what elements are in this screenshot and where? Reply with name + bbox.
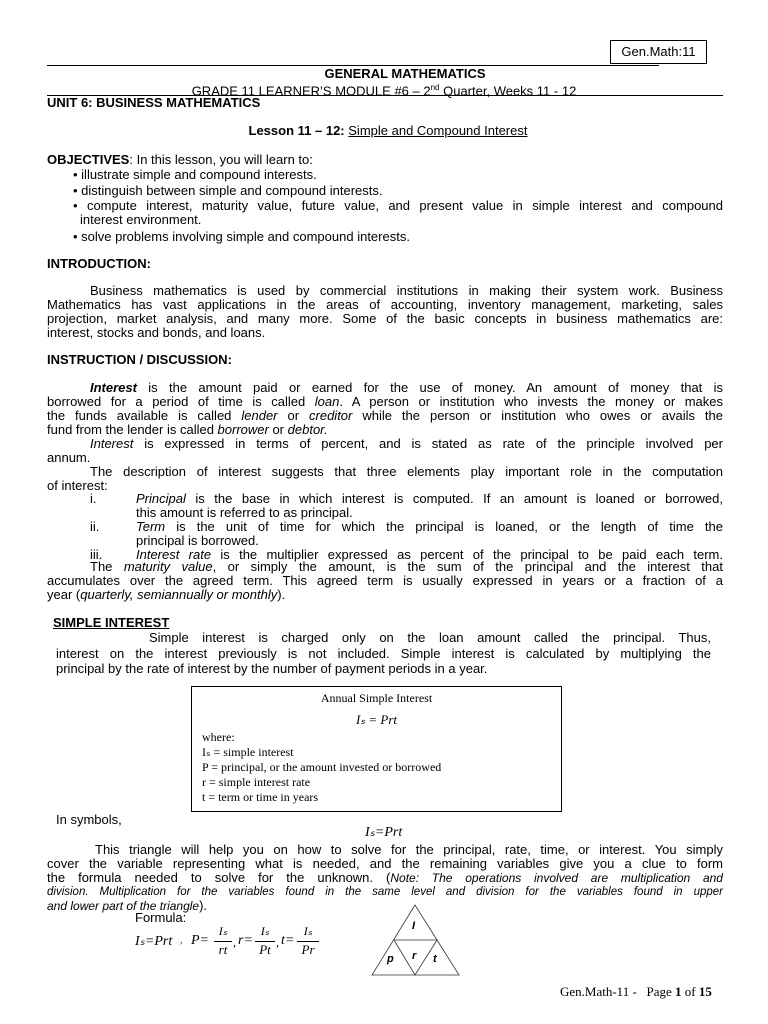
triangle-label-time: t	[433, 953, 437, 965]
formula-separator: ,	[180, 935, 183, 945]
term-lender: lender	[241, 408, 278, 423]
simple-interest-heading: SIMPLE INTEREST	[53, 615, 170, 630]
triangle-label-principal: p	[387, 953, 394, 965]
unit-title: UNIT 6: BUSINESS MATHEMATICS	[47, 95, 261, 110]
lesson-title	[0, 124, 768, 138]
para-line: Simple interest is charged only on the loan amount called the principal. Thus,	[149, 630, 711, 645]
formula-rearrangements	[135, 924, 335, 961]
term-interest-2: Interest	[90, 436, 134, 451]
para-line: The maturity value, or simply the amount, is the sum of the principal and the interest that	[90, 559, 723, 574]
module-code-badge: Gen.Math:11	[610, 40, 707, 64]
para-line: the formula needed to solve for the unknown. (Note: The operations involved are multiplication and	[47, 870, 723, 885]
list-item: iii. Interest rate is the multiplier expressed as percent of the principal to be paid each term.	[90, 547, 723, 562]
para-line: year (quarterly, semiannually or monthly).	[47, 587, 286, 602]
objectives-intro-text: : In this lesson, you will learn to:	[129, 152, 313, 167]
in-symbols-label: In symbols,	[56, 812, 122, 827]
term-maturity-value: maturity value	[123, 559, 213, 574]
formula-label: Formula:	[135, 910, 187, 925]
page-total: 15	[698, 984, 712, 999]
box-def: r = simple interest rate	[202, 775, 311, 789]
objective-item: • compute interest, maturity value, future value, and present value in simple interest and compound	[73, 198, 723, 213]
module-text-post: Quarter, Weeks 11 - 12	[439, 83, 577, 99]
subject-title: GENERAL MATHEMATICS	[324, 66, 486, 81]
para-line: annum.	[47, 450, 91, 465]
intro-line: Business mathematics is used by commercial institutions in making their system work. Business	[90, 283, 723, 298]
annual-simple-interest-box	[191, 686, 562, 812]
lesson-label: Lesson 11 – 12:	[248, 123, 345, 138]
term-borrower: borrower	[217, 422, 269, 437]
para-line: and lower part of the triangle).	[47, 898, 208, 913]
para-line: division. Multiplication for the variables found in the same level and division for the variables found in upper	[47, 886, 723, 898]
maturity-value-paragraph	[47, 560, 723, 602]
objectives-label: OBJECTIVES	[47, 152, 130, 167]
page-number: 1	[675, 984, 682, 999]
page-footer	[560, 985, 712, 999]
term-interest: Interest	[90, 380, 137, 395]
triangle-label-interest: I	[412, 920, 416, 932]
formula-numerator: Iₛ	[260, 924, 270, 938]
formula-r: r=	[238, 933, 253, 948]
symbols-formula: Iₛ=Prt	[365, 825, 403, 840]
simple-interest-paragraph	[56, 630, 711, 677]
term-creditor: creditor	[309, 408, 353, 423]
intro-line: projection, market analysis, and many more. Some of the basic concepts in business mathematics are:	[47, 311, 723, 326]
para-line: This triangle will help you on how to solve for the principal, rate, time, or interest. You simply	[95, 842, 723, 857]
formula-denominator: Pt	[259, 942, 271, 957]
para-line: of interest:	[47, 478, 108, 493]
list-item: i. Principal is the base in which interest is computed. If an amount is loaned or borrowed,	[90, 491, 723, 506]
module-sup: nd	[430, 83, 440, 92]
box-def: P = principal, or the amount invested or borrowed	[202, 760, 442, 774]
formula-is: Iₛ=Prt	[135, 934, 173, 949]
formula-p: P=	[191, 933, 209, 948]
para-line: borrowed for a period of time is called loan. A person or institution who invests the money or makes	[47, 394, 723, 409]
formula-denominator: rt	[218, 942, 228, 957]
objective-item: • illustrate simple and compound interests.	[73, 167, 317, 182]
para-line: accumulates over the agreed term. This agreed term is usually expressed in years or a fraction of a	[47, 573, 723, 588]
term-debtor: debtor.	[287, 422, 328, 437]
introduction-paragraph	[47, 284, 723, 340]
list-item: ii. Term is the unit of time for which the principal is loaned, or the length of time the	[90, 519, 723, 534]
formula-separator: ,	[276, 935, 279, 949]
box-def: Iₛ = simple interest	[202, 745, 294, 759]
box-formula: Iₛ = Prt	[355, 712, 398, 727]
term-loan: loan	[314, 394, 340, 409]
list-item-cont: this amount is referred to as principal.	[136, 505, 353, 520]
objective-item-cont: interest environment.	[80, 212, 202, 227]
triangle-label-rate: r	[412, 950, 417, 962]
para-line: cover the variable representing what is needed, and the remaining variables give you a clue to form	[47, 856, 723, 871]
elements-list	[47, 492, 723, 562]
box-title: Annual Simple Interest	[320, 691, 433, 705]
para-line: interest on the interest previously is not included. Simple interest is calculated by multiplying the	[56, 645, 711, 661]
interest-definition-paragraph	[47, 381, 723, 493]
lesson-name: Simple and Compound Interest	[348, 123, 528, 138]
intro-line: Mathematics has vast applications in the areas of accounting, inventory management, marketing, sales	[47, 297, 723, 312]
para-line: the funds available is called lender or creditor while the person or institution who owes or avails the	[47, 408, 724, 423]
module-text: GRADE 11 LEARNER’S MODULE #6 – 2	[191, 83, 431, 99]
para-line: fund from the lender is called borrower or debtor.	[47, 422, 328, 437]
objective-item: • distinguish between simple and compound interests.	[73, 183, 383, 198]
para-line: The description of interest suggests that three elements play important role in the computation	[90, 464, 723, 479]
interest-triangle-diagram	[370, 903, 462, 977]
instruction-heading: INSTRUCTION / DISCUSSION:	[47, 352, 232, 367]
objective-item: • solve problems involving simple and compound interests.	[73, 229, 410, 244]
formula-t: t=	[281, 933, 295, 948]
footer-label: Gen.Math-11 - Page	[560, 984, 676, 999]
list-item-cont: principal is borrowed.	[136, 533, 259, 548]
introduction-heading: INTRODUCTION:	[47, 256, 151, 271]
intro-line: interest, stocks and bonds, and loans.	[47, 325, 266, 340]
para-line: Interest is expressed in terms of percent, and is stated as rate of the principle involved per	[90, 436, 723, 451]
objectives-intro	[47, 153, 313, 167]
footer-of: of	[681, 984, 699, 999]
para-line: Interest is the amount paid or earned for the use of money. An amount of money that is	[90, 380, 723, 395]
para-line: principal by the rate of interest by the number of payment periods in a year.	[56, 661, 488, 676]
formula-numerator: Iₛ	[303, 924, 313, 938]
box-def: t = term or time in years	[202, 790, 319, 804]
formula-denominator: Pr	[301, 942, 315, 957]
formula-separator: ,	[233, 935, 236, 949]
formula-numerator: Iₛ	[218, 924, 228, 938]
box-where: where:	[202, 730, 235, 744]
